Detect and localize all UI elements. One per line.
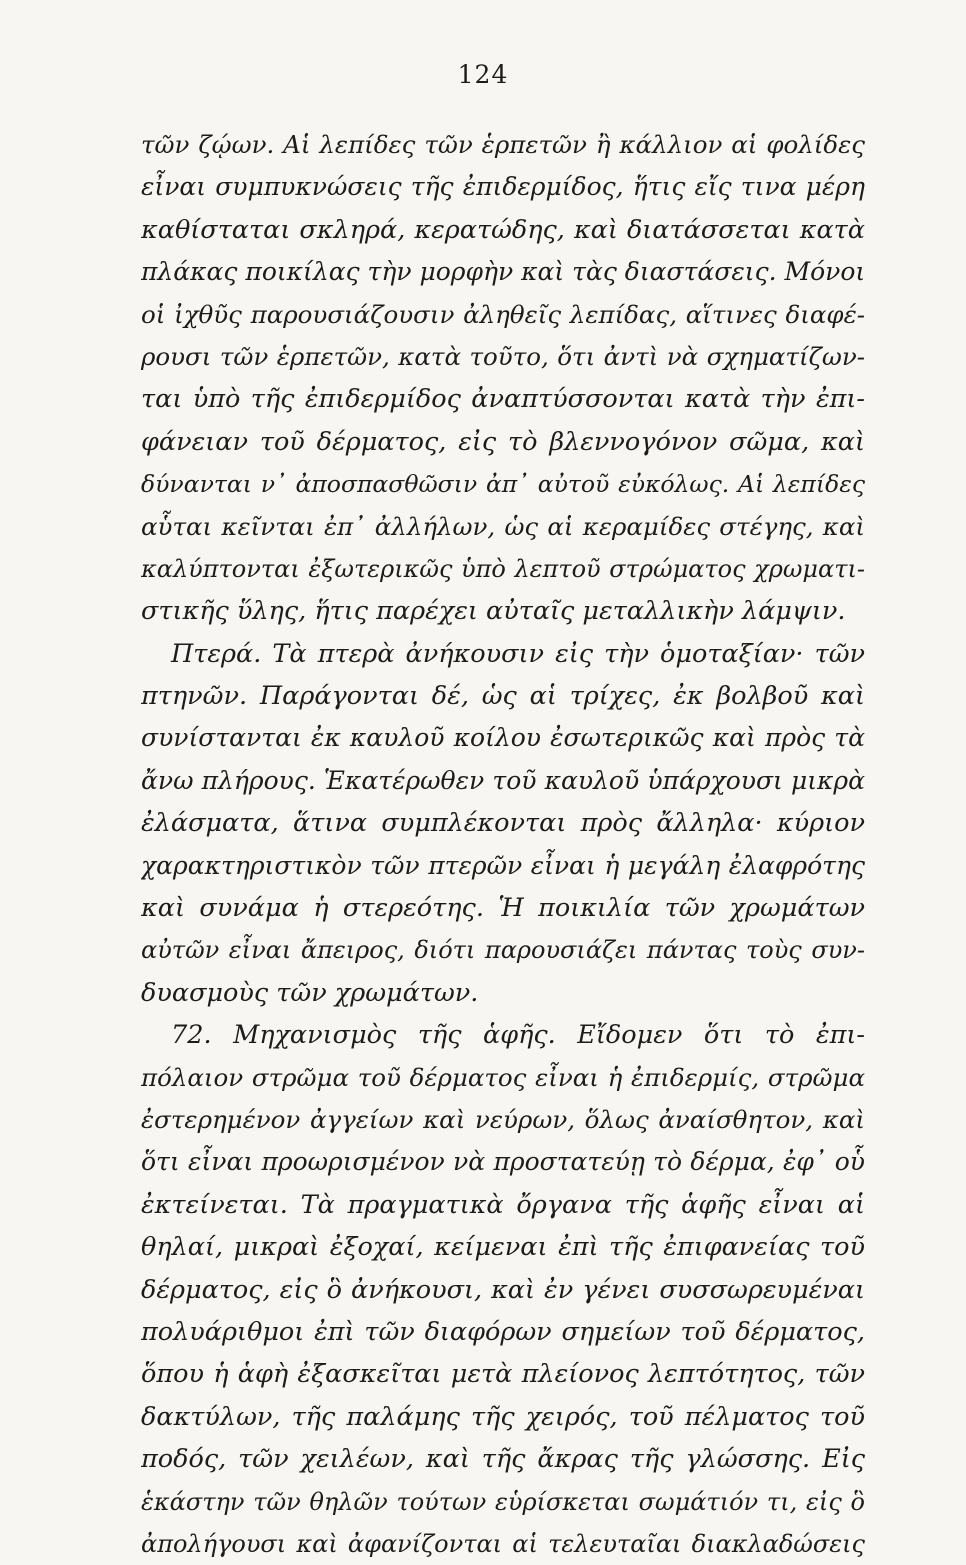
text-line: ὅπου ἡ ἁφὴ ἐξασκεῖται μετὰ πλείονος λεπτότητος, τῶν — [141, 1359, 865, 1390]
text-line: καθίσταται σκληρά, κερατώδης, καὶ διατάσσεται κατὰ — [141, 214, 865, 245]
text-line: ἄνω πλήρους. Ἑκατέρωθεν τοῦ καυλοῦ ὑπάρχουσι μικρὰ — [141, 765, 865, 795]
text-line: ἐκτείνεται. Τὰ πραγματικὰ ὄργανα τῆς ἁφῆς εἶναι αἱ — [141, 1189, 865, 1220]
text-line: ρουσι τῶν ἑρπετῶν, κατὰ τοῦτο, ὅτι ἀντὶ νὰ σχηματίζων- — [141, 341, 865, 371]
text-line: στικῆς ὕλης, ἥτις παρέχει αὐταῖς μεταλλικὴν λάμψιν. — [141, 596, 846, 627]
text-line: καλύπτονται ἐξωτερικῶς ὑπὸ λεπτοῦ στρώματος χρωματι- — [141, 554, 865, 583]
body-text — [141, 124, 865, 1565]
text-line: ἀπολήγουσι καὶ ἀφανίζονται αἱ τελευταῖαι διακλαδώσεις — [141, 1529, 865, 1558]
text-line: ἑκάστην τῶν θηλῶν τούτων εὑρίσκεται σωμάτιόν τι, εἰς ὃ — [141, 1487, 865, 1516]
text-line: τῶν ζῴων. Αἱ λεπίδες τῶν ἑρπετῶν ἢ κάλλιον αἱ φολίδες — [141, 130, 865, 159]
text-line: αὗται κεῖνται ἐπ᾽ ἀλλήλων, ὡς αἱ κεραμίδες στέγης, καὶ — [141, 511, 865, 541]
text-line: αὐτῶν εἶναι ἄπειρος, διότι παρουσιάζει πάντας τοὺς συν- — [141, 936, 865, 965]
text-line: δύνανται ν᾽ ἀποσπασθῶσιν ἀπ᾽ αὐτοῦ εὐκόλως. Αἱ λεπίδες — [141, 470, 865, 499]
text-line: χαρακτηριστικὸν τῶν πτερῶν εἶναι ἡ μεγάλη ἐλαφρότης — [141, 850, 865, 880]
text-line: πλάκας ποικίλας τὴν μορφὴν καὶ τὰς διαστάσεις. Μόνοι — [141, 257, 865, 287]
text-line: 72. Μηχανισμὸς τῆς ἁφῆς. Εἴδομεν ὅτι τὸ ἐπι- — [171, 1020, 865, 1051]
text-line: δυασμοὺς τῶν χρωμάτων. — [141, 977, 479, 1008]
text-line: ἐλάσματα, ἅτινα συμπλέκονται πρὸς ἄλληλα· κύριον — [141, 808, 865, 839]
text-line: ποδός, τῶν χειλέων, καὶ τῆς ἄκρας τῆς γλώσσης. Εἰς — [141, 1444, 865, 1475]
text-line: καὶ συνάμα ἡ στερεότης. Ἡ ποικιλία τῶν χρωμάτων — [141, 893, 865, 924]
text-line: πολυάριθμοι ἐπὶ τῶν διαφόρων σημείων τοῦ δέρματος, — [141, 1316, 865, 1347]
text-line: ὅτι εἶναι προωρισμένον νὰ προστατεύῃ τὸ δέρμα, ἐφ᾽ οὗ — [141, 1147, 865, 1177]
text-line: ἐστερημένον ἀγγείων καὶ νεύρων, ὅλως ἀναίσθητον, καὶ — [141, 1104, 865, 1134]
page-number: 124 — [457, 60, 509, 89]
text-line: πόλαιον στρῶμα τοῦ δέρματος εἶναι ἡ ἐπιδερμίς, στρῶμα — [141, 1062, 865, 1092]
text-line: εἶναι συμπυκνώσεις τῆς ἐπιδερμίδος, ἥτις εἴς τινα μέρη — [141, 172, 865, 202]
text-line: δέρματος, εἰς ὃ ἀνήκουσι, καὶ ἐν γένει συσσωρευμέναι — [141, 1274, 865, 1305]
text-line: πτηνῶν. Παράγονται δέ, ὡς αἱ τρίχες, ἐκ βολβοῦ καὶ — [141, 681, 865, 712]
text-line: θηλαί, μικραὶ ἐξοχαί, κείμεναι ἐπὶ τῆς ἐπιφανείας τοῦ — [141, 1232, 865, 1263]
text-line: οἱ ἰχθῦς παρουσιάζουσιν ἀληθεῖς λεπίδας, αἵτινες διαφέ- — [141, 299, 865, 329]
text-line: Πτερά. Τὰ πτερὰ ἀνήκουσιν εἰς τὴν ὁμοταξίαν· τῶν — [171, 638, 865, 669]
text-line: δακτύλων, τῆς παλάμης τῆς χειρός, τοῦ πέλματος τοῦ — [141, 1401, 865, 1432]
text-line: συνίστανται ἐκ καυλοῦ κοίλου ἐσωτερικῶς καὶ πρὸς τὰ — [141, 723, 865, 753]
text-line: φάνειαν τοῦ δέρματος, εἰς τὸ βλεννογόνον σῶμα, καὶ — [141, 426, 865, 457]
text-line: ται ὑπὸ τῆς ἐπιδερμίδος ἀναπτύσσονται κατὰ τὴν ἐπι- — [141, 384, 865, 415]
